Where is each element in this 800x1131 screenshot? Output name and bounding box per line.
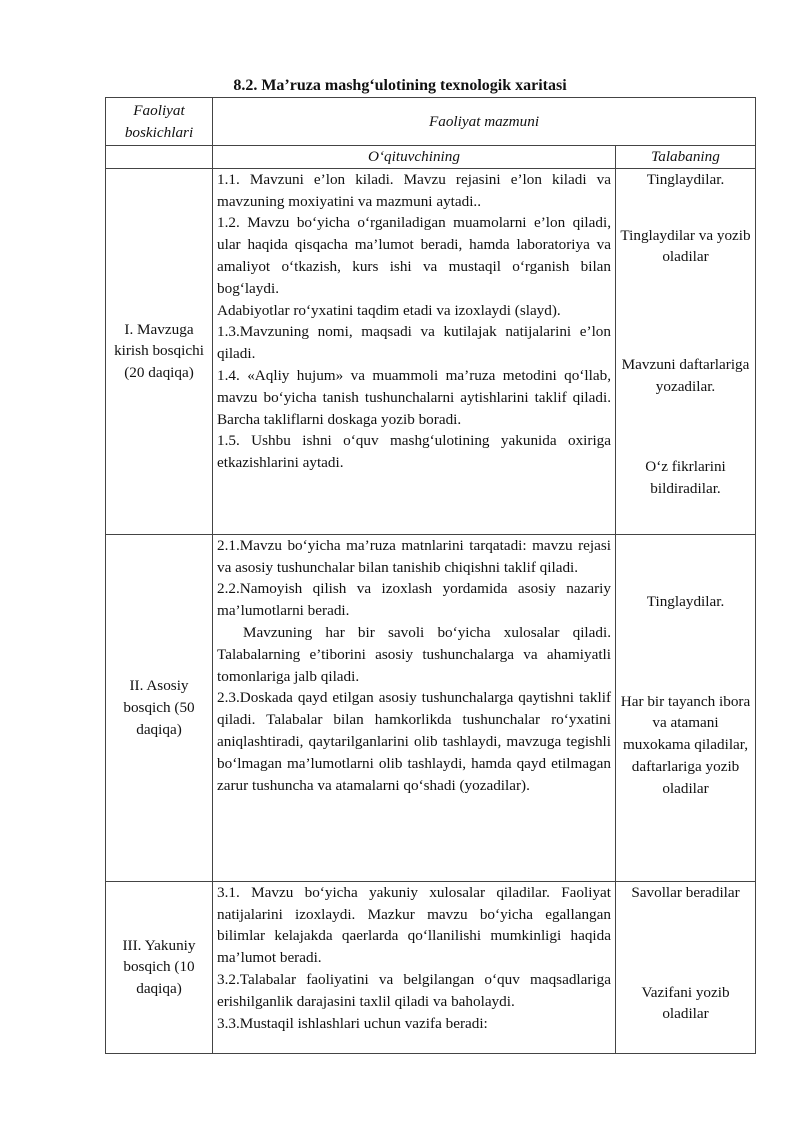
teacher-paragraph: 1.3.Mavzuning nomi, maqsadi va kutilajak natijalarini e’lon qiladi. — [217, 323, 611, 363]
teacher-cell-2 — [213, 534, 616, 881]
teacher-paragraph: 3.2.Talabalar faoliyatini va belgilangan o‘quv maqsadlariga erishilganlik darajasini taxlil qiladi va baholaydi. — [217, 970, 611, 1010]
teacher-paragraph: 1.1. Mavzuni e’lon kiladi. Mavzu rejasini e’lon kiladi va mavzuning moxiyatini va mazmuni aytadi.. — [217, 170, 611, 210]
teacher-paragraph: 3.1. Mavzu bo‘yicha yakuniy xulosalar qiladilar. Faoliyat natijalarini izoxlaydi. Mazkur mavzu bo‘yicha egallangan bilimlar kelajakda qaerlarda qo‘llanilishi mumkinligi haqida ma’lumot beradi. — [217, 883, 611, 967]
header-content: Faoliyat mazmuni — [213, 98, 756, 146]
teacher-paragraph: 3.3.Mustaqil ishlashlari uchun vazifa beradi: — [217, 1014, 488, 1032]
teacher-paragraph: 2.3.Doskada qayd etilgan asosiy tushunchalarga qaytishni taklif qiladi. Talabalar bilan hamkorlikda tushunchalar ro‘yxatini aniqlashtiradi, qaytarilganlarini olib tashlaydi, mavzuga tegishli bo‘lmagan ma’lumotlarni olib tashlaydi, hamda qayd etilmagan zarur tushuncha va atamalarni qo‘shadi (yozadilar). — [217, 689, 611, 794]
teacher-paragraph: 1.2. Mavzu bo‘yicha o‘rganiladigan muamolarni e’lon qiladi, ular haqida qisqacha ma’lumot beradi, hamda laboratoriya va amaliyot o‘tkazish, kurs ishi va mustaqil o‘rganish bilan bog‘laydi. — [217, 214, 611, 297]
stage-cell-1: I. Mavzuga kirish bosqichi (20 daqiqa) — [106, 168, 213, 534]
student-action: O‘z fikrlarini bildiradilar. — [645, 457, 726, 497]
stage-cell-2: II. Asosiy bosqich (50 daqiqa) — [106, 534, 213, 881]
teacher-cell-1 — [213, 168, 616, 534]
teacher-paragraph: Mavzuning har bir savoli bo‘yicha xulosalar qiladi. Talabalarning e’tiborini asosiy tushunchalarga va ahamiyatli tomonlariga jalb qiladi. — [217, 623, 611, 685]
student-action: Savollar beradilar — [631, 883, 740, 901]
page-title: 8.2. Ma’ruza mashg‘ulotining texnologik xaritasi — [233, 77, 567, 94]
student-action: Tinglaydilar. — [646, 170, 725, 188]
teacher-paragraph: 1.5. Ushbu ishni o‘quv mashg‘ulotining yakunida oxiriga etkazishlarini aytadi. — [217, 432, 611, 472]
student-action: Tinglaydilar va yozib oladilar — [620, 226, 751, 266]
student-action: Mavzuni daftarlariga yozadilar. — [621, 356, 750, 395]
student-action: Har bir tayanch ibora va atamani muxokama qiladilar, daftarlariga yozib oladilar — [620, 692, 751, 797]
student-action: Tinglaydilar. — [646, 592, 725, 610]
student-cell-2 — [616, 534, 756, 881]
header-student: Talabaning — [616, 146, 756, 169]
student-cell-3 — [616, 881, 756, 1053]
teacher-paragraph: Adabiyotlar ro‘yxatini taqdim etadi va izoxlaydi (slayd). — [217, 301, 561, 319]
header-stages: Faoliyat boskichlari — [106, 98, 213, 146]
tech-map-table — [105, 97, 756, 1054]
teacher-paragraph: 1.4. «Aqliy hujum» va muammoli ma’ruza metodini qo‘llab, mavzu bo‘yicha tanish tushunchalarni aytishlarini taklif qiladi. Barcha takliflarni doskaga yozib boradi. — [217, 366, 611, 428]
student-cell-1 — [616, 168, 756, 534]
header-empty-cell — [106, 146, 213, 169]
teacher-paragraph: 2.1.Mavzu bo‘yicha ma’ruza matnlarini tarqatadi: mavzu rejasi va asosiy tushunchalar bilan tanishib chiqishni taklif qiladi. — [217, 536, 611, 576]
teacher-cell-3 — [213, 881, 616, 1053]
header-teacher: O‘qituvchining — [213, 146, 616, 169]
stage-cell-3: III. Yakuniy bosqich (10 daqiqa) — [106, 881, 213, 1053]
student-action: Vazifani yozib oladilar — [641, 983, 730, 1023]
teacher-paragraph: 2.2.Namoyish qilish va izoxlash yordamida asosiy nazariy ma’lumotlarni beradi. — [217, 580, 611, 620]
